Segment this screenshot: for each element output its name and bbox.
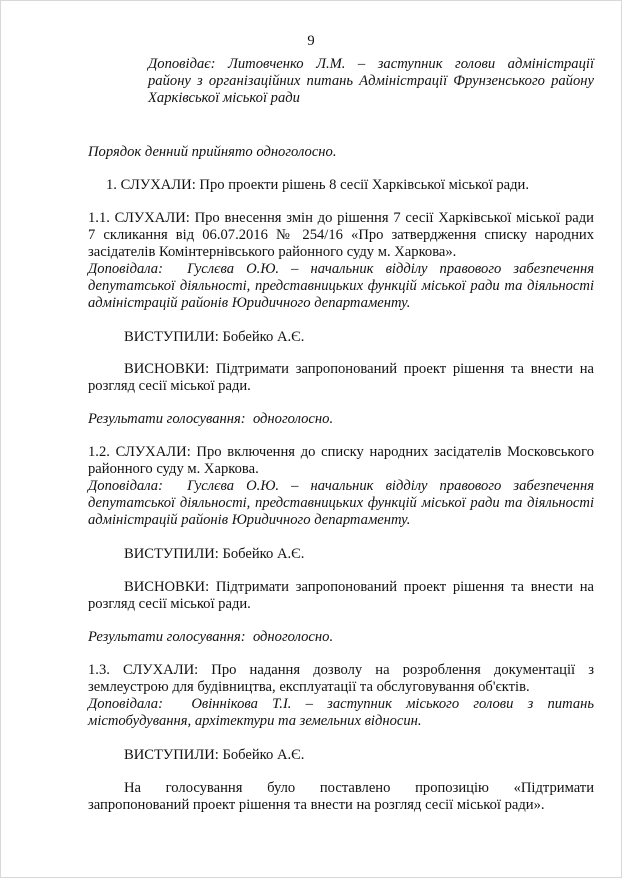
- item-1-3-vote: [88, 780, 594, 814]
- item-1-3-vote-line-2: запропонований проект рішення та внести на розгляд сесії міської ради».: [88, 797, 545, 813]
- reporter-label: Доповідала:: [88, 478, 163, 494]
- reporter-label: Доповідала:: [88, 261, 163, 277]
- item-1-2-vote: [88, 629, 594, 646]
- item-1-2-conclusion-line-2: розгляд сесії міської ради.: [88, 596, 251, 612]
- reporter-intro-line-1: Доповідає: Литовченко Л.М. – заступник голови адміністрації: [148, 56, 594, 72]
- reporter-intro: [148, 56, 594, 107]
- vote-value: одноголосно.: [252, 411, 334, 427]
- item-1-2-reporter-line-3: адміністрацій районів Юридичного департаменту.: [88, 512, 411, 528]
- item-1-1-reporter-line-2: депутатської діяльності, представницьких функцій міської ради та діяльності: [88, 278, 594, 294]
- item-1-1-line-3: засідателів Комінтернівського районного суду м. Харкова».: [88, 244, 457, 260]
- item-1-3-reporter-line-2: містобудування, архітектури та земельних відносин.: [88, 713, 422, 729]
- item-1-1-speakers: ВИСТУПИЛИ: Бобейко А.Є.: [124, 329, 305, 345]
- item-1-1-conclusion-line-2: розгляд сесії міської ради.: [88, 378, 251, 394]
- item-1-1-conclusion-line-1: ВИСНОВКИ: Підтримати запропонований проект рішення та внести на: [124, 361, 594, 377]
- item-1-3-vote-line-1: На голосування було поставлено пропозицію «Підтримати: [124, 780, 594, 796]
- reporter-intro-line-3: Харківської міської ради: [148, 90, 300, 106]
- item-1-1-line-1: 1.1. СЛУХАЛИ: Про внесення змін до рішення 7 сесії Харківської міської ради: [88, 210, 594, 226]
- vote-label: Результати голосування:: [88, 629, 246, 645]
- item-1-2-line-1: 1.2. СЛУХАЛИ: Про включення до списку народних засідателів Московського: [88, 444, 594, 460]
- item-1-1-conclusion: [88, 361, 594, 395]
- item-1-1-reporter: Доповідала: Гуслєва О.Ю. – начальник відділу правового забезпечення: [88, 261, 594, 277]
- section-1-title: 1. СЛУХАЛИ: Про проекти рішень 8 сесії Харківської міської ради.: [106, 177, 530, 193]
- item-1-1-line-2: 7 скликання від 06.07.2016 № 254/16 «Про затвердження списку народних: [88, 227, 594, 243]
- item-1-3-reporter: Доповідала: Овіннікова Т.І. – заступник міського голови з питань: [88, 696, 595, 712]
- item-1-2-line-2: районного суду м. Харкова.: [88, 461, 259, 477]
- item-1-3: [88, 662, 594, 730]
- page-number: 9: [307, 33, 315, 49]
- item-1-3-line-1: 1.3. СЛУХАЛИ: Про надання дозволу на розроблення документації з: [88, 662, 594, 678]
- reporter-intro-line-2: району з організаційних питань Адміністрації Фрунзенського району: [148, 73, 594, 89]
- vote-label: Результати голосування:: [88, 411, 246, 427]
- item-1-2-speakers: ВИСТУПИЛИ: Бобейко А.Є.: [124, 546, 305, 562]
- item-1-1-reporter-line-3: адміністрацій районів Юридичного департаменту.: [88, 295, 411, 311]
- item-1-2: [88, 444, 594, 529]
- agenda-note: Порядок денний прийнято одноголосно.: [88, 144, 337, 160]
- item-1-2-reporter: Доповідала: Гуслєва О.Ю. – начальник відділу правового забезпечення: [88, 478, 594, 494]
- item-1-2-reporter-line-2: депутатської діяльності, представницьких функцій міської ради та діяльності: [88, 495, 594, 511]
- item-1-2-conclusion-line-1: ВИСНОВКИ: Підтримати запропонований проект рішення та внести на: [124, 579, 594, 595]
- item-1-2-conclusion: [88, 579, 594, 613]
- item-1-1-vote: [88, 411, 594, 428]
- vote-value: одноголосно.: [252, 629, 334, 645]
- reporter-label: Доповідала:: [88, 696, 163, 712]
- item-1-1: [88, 210, 594, 312]
- item-1-3-line-2: землеустрою для будівництва, експлуатації та обслуговування об'єктів.: [88, 679, 530, 695]
- item-1-3-speakers: ВИСТУПИЛИ: Бобейко А.Є.: [124, 747, 305, 763]
- reporter-intro-label: Доповідає:: [148, 56, 216, 72]
